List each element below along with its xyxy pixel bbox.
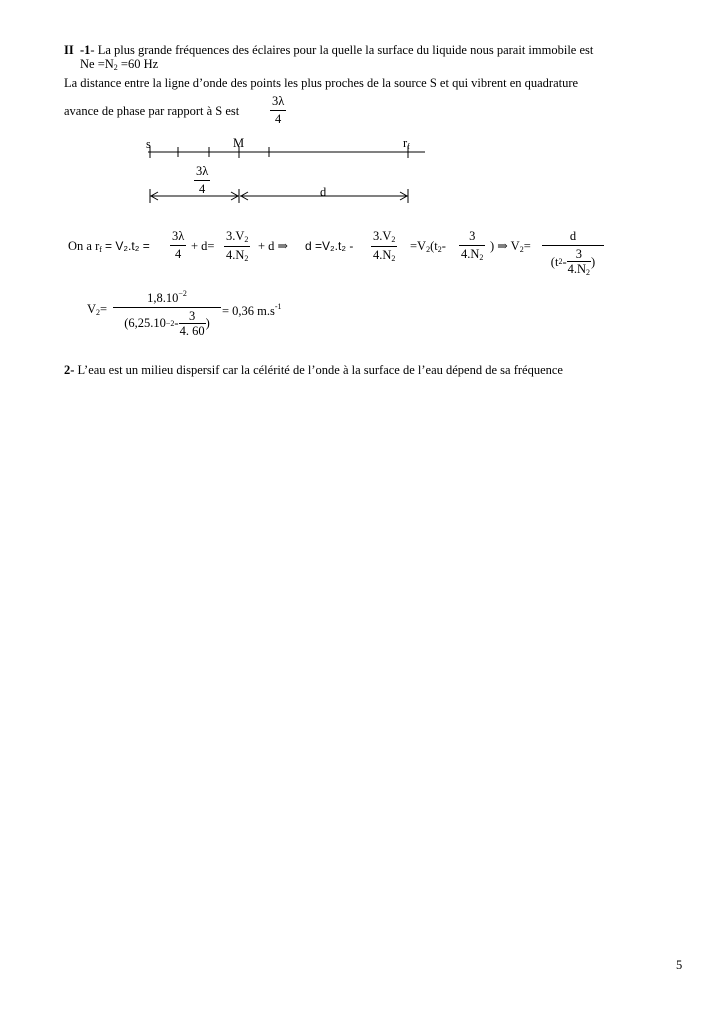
- label-s: s: [146, 137, 151, 151]
- eq-frac-1: [170, 230, 186, 260]
- f2-den: [224, 247, 250, 263]
- label-rf: [403, 137, 410, 151]
- eq-v2-t2: [410, 240, 446, 254]
- result-den-text: (6,25.10: [124, 316, 166, 331]
- v2b-sub: 2: [519, 245, 524, 254]
- result-value: [222, 303, 282, 318]
- f3-den: [371, 247, 397, 263]
- f2-num-sub: 2: [244, 235, 249, 244]
- label-m: M: [233, 136, 245, 150]
- diagram-three-lambda-over-four: [194, 165, 210, 195]
- eq-close-implies: [490, 240, 531, 254]
- ona-text: On a r: [68, 239, 100, 253]
- ona-sub: f: [99, 245, 102, 254]
- f2-den-sub: 2: [244, 254, 249, 263]
- v2-text: =V: [410, 239, 427, 253]
- result-den-minus: -: [174, 316, 179, 331]
- rf-sub: f: [407, 142, 410, 151]
- result-value-text: = 0,36 m.s: [222, 304, 275, 318]
- f3-num-sub: 2: [391, 235, 396, 244]
- result-inner-num: 3: [188, 308, 196, 323]
- f5-inner-den: [567, 262, 591, 277]
- f2-num: [224, 230, 250, 246]
- f5-den-minus: -: [562, 255, 567, 269]
- f5-num: d: [569, 229, 577, 243]
- result-num-sup: −2: [178, 289, 187, 298]
- f4-den-text: 4.N: [461, 246, 480, 261]
- v-label: V: [87, 302, 97, 316]
- eq-v2t2: = V₂.t₂ =: [105, 239, 150, 253]
- f3-den-sub: 2: [391, 254, 396, 263]
- question-number: -1: [79, 43, 91, 57]
- ne-value: =60 Hz: [117, 57, 159, 71]
- f5-inner-num: 3: [575, 246, 582, 261]
- frac-num: 3λ: [272, 94, 285, 108]
- f5-inner-frac: [567, 248, 591, 278]
- f4-num: 3: [469, 229, 476, 243]
- page-number: 5: [676, 958, 683, 972]
- rf-text: r: [403, 136, 408, 150]
- result-inner-frac: [179, 310, 206, 338]
- frac-den: 4: [275, 111, 282, 126]
- v-eq: =: [100, 302, 108, 316]
- f2-num-text: 3.V: [226, 229, 245, 243]
- f3-den-text: 4.N: [373, 248, 392, 262]
- f5-den: [549, 246, 597, 278]
- v-sub: 2: [96, 308, 101, 317]
- f5-inner-den-text: 4.N: [567, 262, 587, 276]
- part2-label: 2-: [64, 363, 75, 377]
- eq-frac-3: [371, 230, 397, 263]
- eq-sign: =: [523, 239, 531, 253]
- eq-frac-5: [542, 230, 604, 277]
- label-d: d: [320, 185, 327, 199]
- eq-ona: [68, 240, 150, 254]
- f5-inner-den-sub: 2: [586, 268, 591, 277]
- t2-open: (t: [430, 239, 438, 253]
- result-value-sup: -1: [274, 302, 282, 311]
- result-num-text: 1,8.10: [147, 291, 179, 305]
- eq-frac-2: [224, 230, 250, 263]
- result-num: [145, 290, 189, 307]
- f1-num: 3λ: [172, 229, 185, 243]
- f5-den-sub: 2: [558, 257, 563, 267]
- t2-sub: 2: [437, 245, 442, 254]
- distance-line1: La distance entre la ligne d’onde des points les plus proches de la source S et qui vibrent en quadrature: [64, 76, 579, 90]
- f3-num-text: 3.V: [373, 229, 392, 243]
- distance-line2: avance de phase par rapport à S est: [64, 104, 240, 118]
- f2-den-text: 4.N: [226, 248, 245, 262]
- result-v2: [87, 303, 107, 317]
- part2-line: [64, 364, 563, 377]
- f3-num: [371, 230, 397, 246]
- eq-d-equals: d =V₂.t₂ -: [305, 239, 354, 253]
- eq-plus-d: + d=: [191, 239, 215, 253]
- f5-den-close: ): [591, 255, 596, 269]
- result-den-sup: −2: [165, 318, 175, 328]
- minus: -: [441, 239, 446, 253]
- eq-plus-d-implies: + d ⇒: [258, 239, 289, 253]
- close-impl-text: ) ⇒ V: [490, 239, 520, 253]
- result-frac: [113, 290, 221, 338]
- f1-den: 4: [175, 246, 182, 261]
- ne-sub: 2: [113, 63, 118, 72]
- f5-den-open: (t: [550, 255, 559, 269]
- result-den-close: ): [205, 316, 210, 331]
- frac-den: 4: [199, 181, 206, 196]
- section-label: II: [64, 43, 74, 57]
- result-den: [122, 308, 212, 338]
- frac-num: 3λ: [196, 164, 209, 178]
- result-inner-den: 4. 60: [179, 324, 205, 338]
- part2-text: L’eau est un milieu dispersif car la célérité de l’onde à la surface de l’eau dépend de sa fréquence: [74, 363, 563, 377]
- f4-den: [459, 246, 485, 262]
- ne-text: Ne =N: [80, 57, 114, 71]
- eq-frac-4: [459, 230, 485, 262]
- f4-den-sub: 2: [479, 252, 484, 262]
- v2-sub: 2: [426, 245, 431, 254]
- question-text: - La plus grande fréquences des éclaires pour la quelle la surface du liquide nous parait immobile est: [90, 43, 594, 57]
